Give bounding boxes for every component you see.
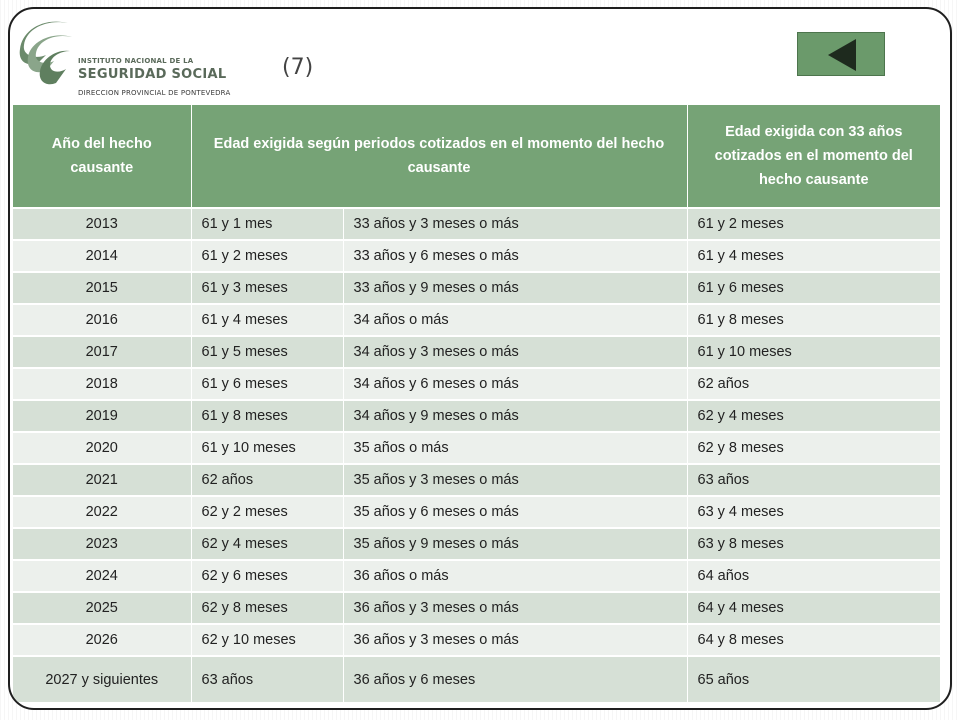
cell-year: 2020 bbox=[13, 432, 191, 464]
cell-age-33-years: 61 y 10 meses bbox=[687, 336, 940, 368]
back-button[interactable] bbox=[797, 32, 885, 76]
table-row bbox=[13, 496, 940, 528]
cell-year: 2014 bbox=[13, 240, 191, 272]
cell-contribution-period: 35 años y 6 meses o más bbox=[343, 496, 687, 528]
cell-age: 61 y 1 mes bbox=[191, 208, 343, 240]
seguridad-social-emblem-icon bbox=[16, 15, 76, 95]
cell-age: 61 y 8 meses bbox=[191, 400, 343, 432]
cell-year: 2018 bbox=[13, 368, 191, 400]
cell-age-33-years: 63 y 4 meses bbox=[687, 496, 940, 528]
cell-year: 2027 y siguientes bbox=[13, 656, 191, 702]
table-row bbox=[13, 336, 940, 368]
cell-contribution-period: 34 años y 9 meses o más bbox=[343, 400, 687, 432]
cell-age-33-years: 63 y 8 meses bbox=[687, 528, 940, 560]
cell-contribution-period: 35 años o más bbox=[343, 432, 687, 464]
cell-year: 2023 bbox=[13, 528, 191, 560]
table-row bbox=[13, 240, 940, 272]
header-year: Año del hecho causante bbox=[13, 105, 191, 208]
logo-text-line1: INSTITUTO NACIONAL DE LA bbox=[78, 57, 194, 65]
cell-contribution-period: 36 años y 3 meses o más bbox=[343, 624, 687, 656]
cell-age-33-years: 62 y 4 meses bbox=[687, 400, 940, 432]
cell-contribution-period: 35 años y 3 meses o más bbox=[343, 464, 687, 496]
cell-contribution-period: 33 años y 6 meses o más bbox=[343, 240, 687, 272]
cell-year: 2019 bbox=[13, 400, 191, 432]
cell-age: 62 años bbox=[191, 464, 343, 496]
cell-age-33-years: 61 y 4 meses bbox=[687, 240, 940, 272]
cell-contribution-period: 36 años y 6 meses bbox=[343, 656, 687, 702]
cell-age: 62 y 2 meses bbox=[191, 496, 343, 528]
table-row bbox=[13, 208, 940, 240]
triangle-left-icon bbox=[828, 39, 856, 71]
cell-age: 62 y 6 meses bbox=[191, 560, 343, 592]
table-row bbox=[13, 528, 940, 560]
cell-age: 61 y 2 meses bbox=[191, 240, 343, 272]
header-required-age-by-periods: Edad exigida según periodos cotizados en el momento del hecho causante bbox=[191, 105, 687, 208]
cell-year: 2016 bbox=[13, 304, 191, 336]
cell-year: 2025 bbox=[13, 592, 191, 624]
header-required-age-33-years: Edad exigida con 33 años cotizados en el momento del hecho causante bbox=[687, 105, 940, 208]
table-row bbox=[13, 368, 940, 400]
cell-contribution-period: 34 años y 6 meses o más bbox=[343, 368, 687, 400]
slide bbox=[8, 7, 952, 710]
logo-text-line2: SEGURIDAD SOCIAL bbox=[78, 67, 227, 82]
cell-age-33-years: 64 y 4 meses bbox=[687, 592, 940, 624]
cell-age: 62 y 4 meses bbox=[191, 528, 343, 560]
cell-year: 2013 bbox=[13, 208, 191, 240]
cell-contribution-period: 36 años o más bbox=[343, 560, 687, 592]
table-row bbox=[13, 560, 940, 592]
cell-age-33-years: 61 y 8 meses bbox=[687, 304, 940, 336]
cell-age: 61 y 5 meses bbox=[191, 336, 343, 368]
table-row bbox=[13, 272, 940, 304]
cell-contribution-period: 34 años y 3 meses o más bbox=[343, 336, 687, 368]
cell-year: 2021 bbox=[13, 464, 191, 496]
cell-age-33-years: 63 años bbox=[687, 464, 940, 496]
cell-contribution-period: 33 años y 3 meses o más bbox=[343, 208, 687, 240]
cell-year: 2026 bbox=[13, 624, 191, 656]
cell-age-33-years: 64 años bbox=[687, 560, 940, 592]
table-row bbox=[13, 592, 940, 624]
cell-year: 2017 bbox=[13, 336, 191, 368]
cell-year: 2022 bbox=[13, 496, 191, 528]
cell-contribution-period: 34 años o más bbox=[343, 304, 687, 336]
page-number: (7) bbox=[282, 55, 314, 80]
cell-age-33-years: 61 y 2 meses bbox=[687, 208, 940, 240]
cell-age: 61 y 6 meses bbox=[191, 368, 343, 400]
cell-age: 61 y 10 meses bbox=[191, 432, 343, 464]
table-row bbox=[13, 304, 940, 336]
seguridad-social-logo bbox=[16, 15, 276, 101]
cell-contribution-period: 35 años y 9 meses o más bbox=[343, 528, 687, 560]
cell-age: 62 y 10 meses bbox=[191, 624, 343, 656]
cell-age-33-years: 64 y 8 meses bbox=[687, 624, 940, 656]
cell-age: 61 y 3 meses bbox=[191, 272, 343, 304]
cell-year: 2024 bbox=[13, 560, 191, 592]
cell-age: 61 y 4 meses bbox=[191, 304, 343, 336]
cell-age-33-years: 62 y 8 meses bbox=[687, 432, 940, 464]
table-row bbox=[13, 400, 940, 432]
cell-year: 2015 bbox=[13, 272, 191, 304]
cell-age-33-years: 62 años bbox=[687, 368, 940, 400]
retirement-age-table bbox=[13, 105, 940, 702]
cell-age-33-years: 61 y 6 meses bbox=[687, 272, 940, 304]
table-row bbox=[13, 624, 940, 656]
cell-contribution-period: 36 años y 3 meses o más bbox=[343, 592, 687, 624]
table-row bbox=[13, 464, 940, 496]
cell-contribution-period: 33 años y 9 meses o más bbox=[343, 272, 687, 304]
logo-text-line3: DIRECCION PROVINCIAL DE PONTEVEDRA bbox=[78, 89, 231, 97]
table-row bbox=[13, 656, 940, 702]
cell-age: 62 y 8 meses bbox=[191, 592, 343, 624]
table-header-row bbox=[13, 105, 940, 208]
cell-age-33-years: 65 años bbox=[687, 656, 940, 702]
table-row bbox=[13, 432, 940, 464]
cell-age: 63 años bbox=[191, 656, 343, 702]
